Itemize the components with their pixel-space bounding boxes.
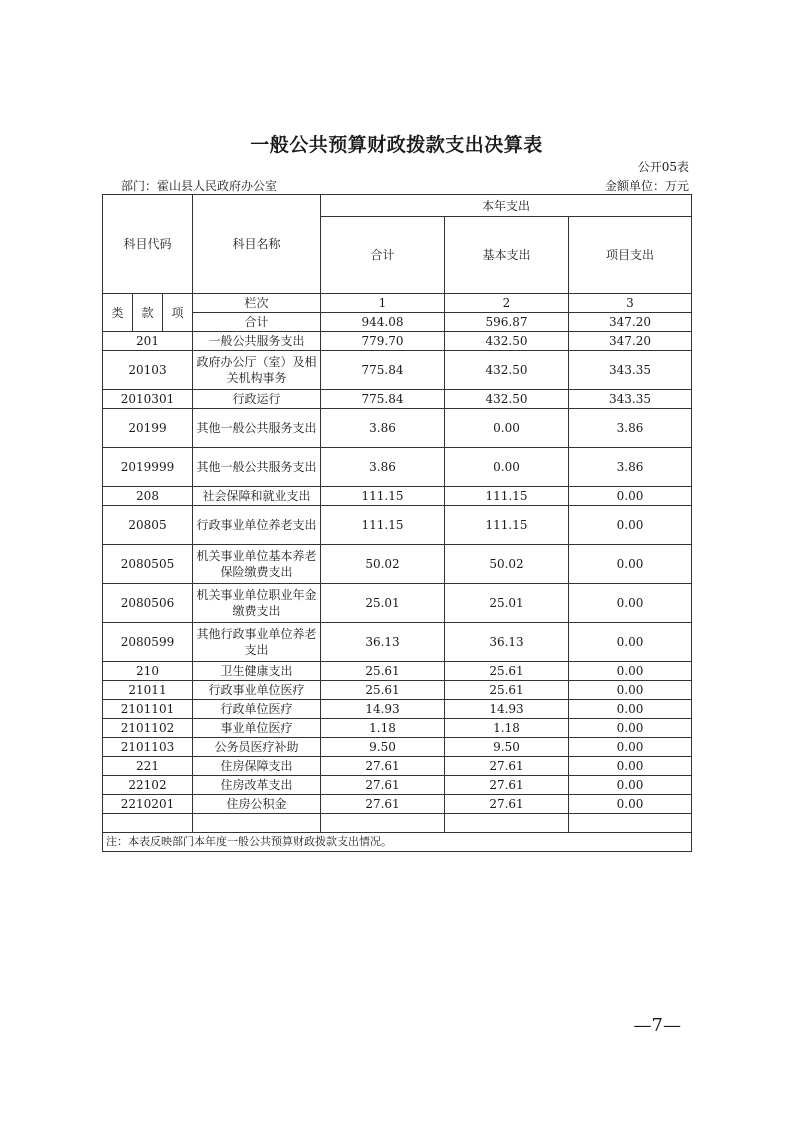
- row-code: 2101101: [103, 700, 193, 719]
- header-basic: 基本支出: [445, 217, 569, 294]
- row-project: 347.20: [569, 332, 692, 351]
- table-row: [103, 584, 692, 623]
- header-column-no: 栏次: [193, 294, 321, 313]
- table-row: [103, 700, 692, 719]
- total-basic: 596.87: [445, 313, 569, 332]
- amount-unit-label: 金额单位：万元: [604, 179, 689, 193]
- row-basic: 36.13: [445, 623, 569, 662]
- row-name: 社会保障和就业支出: [193, 487, 321, 506]
- row-name: 事业单位医疗: [193, 719, 321, 738]
- row-total: 25.61: [321, 662, 445, 681]
- blank-cell: [445, 814, 569, 833]
- row-name: 住房保障支出: [193, 757, 321, 776]
- row-total: 27.61: [321, 795, 445, 814]
- row-basic: 27.61: [445, 776, 569, 795]
- row-total: 3.86: [321, 448, 445, 487]
- row-name: 行政事业单位医疗: [193, 681, 321, 700]
- row-project: 343.35: [569, 351, 692, 390]
- row-project: 0.00: [569, 738, 692, 757]
- table-row: [103, 681, 692, 700]
- row-basic: 0.00: [445, 409, 569, 448]
- header-code: 科目代码: [103, 195, 193, 294]
- table-row: [103, 757, 692, 776]
- row-total: 27.61: [321, 757, 445, 776]
- row-project: 0.00: [569, 662, 692, 681]
- row-total: 1.18: [321, 719, 445, 738]
- row-project: 0.00: [569, 545, 692, 584]
- header-xiang: 项: [163, 294, 193, 332]
- row-total: 775.84: [321, 390, 445, 409]
- row-basic: 25.61: [445, 662, 569, 681]
- table-row: [103, 448, 692, 487]
- row-basic: 432.50: [445, 332, 569, 351]
- row-name: 行政单位医疗: [193, 700, 321, 719]
- table-row: [103, 719, 692, 738]
- row-basic: 111.15: [445, 487, 569, 506]
- row-code: 2019999: [103, 448, 193, 487]
- form-number: 公开05表: [637, 160, 689, 174]
- row-code: 2080506: [103, 584, 193, 623]
- row-name: 行政运行: [193, 390, 321, 409]
- table-row: [103, 623, 692, 662]
- row-basic: 0.00: [445, 448, 569, 487]
- header-col-3: 3: [569, 294, 692, 313]
- row-name: 住房公积金: [193, 795, 321, 814]
- row-code: 2101103: [103, 738, 193, 757]
- blank-cell: [321, 814, 445, 833]
- table-row: [103, 390, 692, 409]
- row-basic: 111.15: [445, 506, 569, 545]
- blank-cell: [193, 814, 321, 833]
- row-total: 27.61: [321, 776, 445, 795]
- row-total: 775.84: [321, 351, 445, 390]
- row-project: 0.00: [569, 700, 692, 719]
- row-code: 221: [103, 757, 193, 776]
- row-name: 住房改革支出: [193, 776, 321, 795]
- table-row: [103, 545, 692, 584]
- page-number: —7—: [633, 1015, 681, 1036]
- row-name: 行政事业单位养老支出: [193, 506, 321, 545]
- row-project: 0.00: [569, 776, 692, 795]
- row-basic: 1.18: [445, 719, 569, 738]
- row-project: 0.00: [569, 623, 692, 662]
- row-basic: 432.50: [445, 351, 569, 390]
- row-name: 一般公共服务支出: [193, 332, 321, 351]
- header-current-year: 本年支出: [321, 195, 692, 217]
- row-basic: 27.61: [445, 795, 569, 814]
- note-row: [103, 833, 692, 852]
- department-label: 部门：霍山县人民政府办公室: [121, 179, 278, 193]
- row-code: 2101102: [103, 719, 193, 738]
- blank-cell: [569, 814, 692, 833]
- header-kuan: 款: [133, 294, 163, 332]
- row-total: 36.13: [321, 623, 445, 662]
- header-col-1: 1: [321, 294, 445, 313]
- table-note: 注：本表反映部门本年度一般公共预算财政拨款支出情况。: [103, 833, 692, 852]
- row-basic: 9.50: [445, 738, 569, 757]
- row-name: 其他一般公共服务支出: [193, 448, 321, 487]
- row-total: 25.61: [321, 681, 445, 700]
- row-name: 其他一般公共服务支出: [193, 409, 321, 448]
- row-total: 25.01: [321, 584, 445, 623]
- row-code: 20805: [103, 506, 193, 545]
- row-basic: 14.93: [445, 700, 569, 719]
- row-basic: 50.02: [445, 545, 569, 584]
- row-name: 卫生健康支出: [193, 662, 321, 681]
- header-project: 项目支出: [569, 217, 692, 294]
- table-row: [103, 738, 692, 757]
- row-project: 0.00: [569, 795, 692, 814]
- table-row: [103, 409, 692, 448]
- total-label: 合计: [193, 313, 321, 332]
- row-total: 3.86: [321, 409, 445, 448]
- header-col-2: 2: [445, 294, 569, 313]
- row-total: 111.15: [321, 487, 445, 506]
- table-row: [103, 662, 692, 681]
- header-lei: 类: [103, 294, 133, 332]
- row-code: 20199: [103, 409, 193, 448]
- row-project: 0.00: [569, 757, 692, 776]
- row-code: 21011: [103, 681, 193, 700]
- header-name: 科目名称: [193, 195, 321, 294]
- table-row: [103, 487, 692, 506]
- blank-row: [103, 814, 692, 833]
- table-row: [103, 506, 692, 545]
- row-total: 50.02: [321, 545, 445, 584]
- row-basic: 25.01: [445, 584, 569, 623]
- row-total: 111.15: [321, 506, 445, 545]
- header-total: 合计: [321, 217, 445, 294]
- row-code: 22102: [103, 776, 193, 795]
- row-code: 2010301: [103, 390, 193, 409]
- row-name: 公务员医疗补助: [193, 738, 321, 757]
- row-name: 政府办公厅（室）及相关机构事务: [193, 351, 321, 390]
- row-code: 208: [103, 487, 193, 506]
- table-row: [103, 332, 692, 351]
- row-total: 14.93: [321, 700, 445, 719]
- row-project: 0.00: [569, 487, 692, 506]
- row-project: 0.00: [569, 584, 692, 623]
- row-code: 2080505: [103, 545, 193, 584]
- table-row: [103, 795, 692, 814]
- row-name: 其他行政事业单位养老支出: [193, 623, 321, 662]
- page-title: 一般公共预算财政拨款支出决算表: [250, 134, 543, 156]
- row-project: 0.00: [569, 681, 692, 700]
- row-project: 3.86: [569, 448, 692, 487]
- row-name: 机关事业单位基本养老保险缴费支出: [193, 545, 321, 584]
- row-project: 3.86: [569, 409, 692, 448]
- row-basic: 27.61: [445, 757, 569, 776]
- row-code: 2080599: [103, 623, 193, 662]
- row-code: 210: [103, 662, 193, 681]
- row-total: 779.70: [321, 332, 445, 351]
- row-code: 20103: [103, 351, 193, 390]
- row-total: 9.50: [321, 738, 445, 757]
- row-basic: 25.61: [445, 681, 569, 700]
- row-project: 0.00: [569, 719, 692, 738]
- total-project: 347.20: [569, 313, 692, 332]
- row-basic: 432.50: [445, 390, 569, 409]
- table-row: [103, 351, 692, 390]
- table-row: [103, 776, 692, 795]
- row-project: 0.00: [569, 506, 692, 545]
- row-code: 2210201: [103, 795, 193, 814]
- row-code: 201: [103, 332, 193, 351]
- expenditure-table: [102, 194, 692, 852]
- row-project: 343.35: [569, 390, 692, 409]
- total-sum: 944.08: [321, 313, 445, 332]
- blank-cell: [103, 814, 193, 833]
- row-name: 机关事业单位职业年金缴费支出: [193, 584, 321, 623]
